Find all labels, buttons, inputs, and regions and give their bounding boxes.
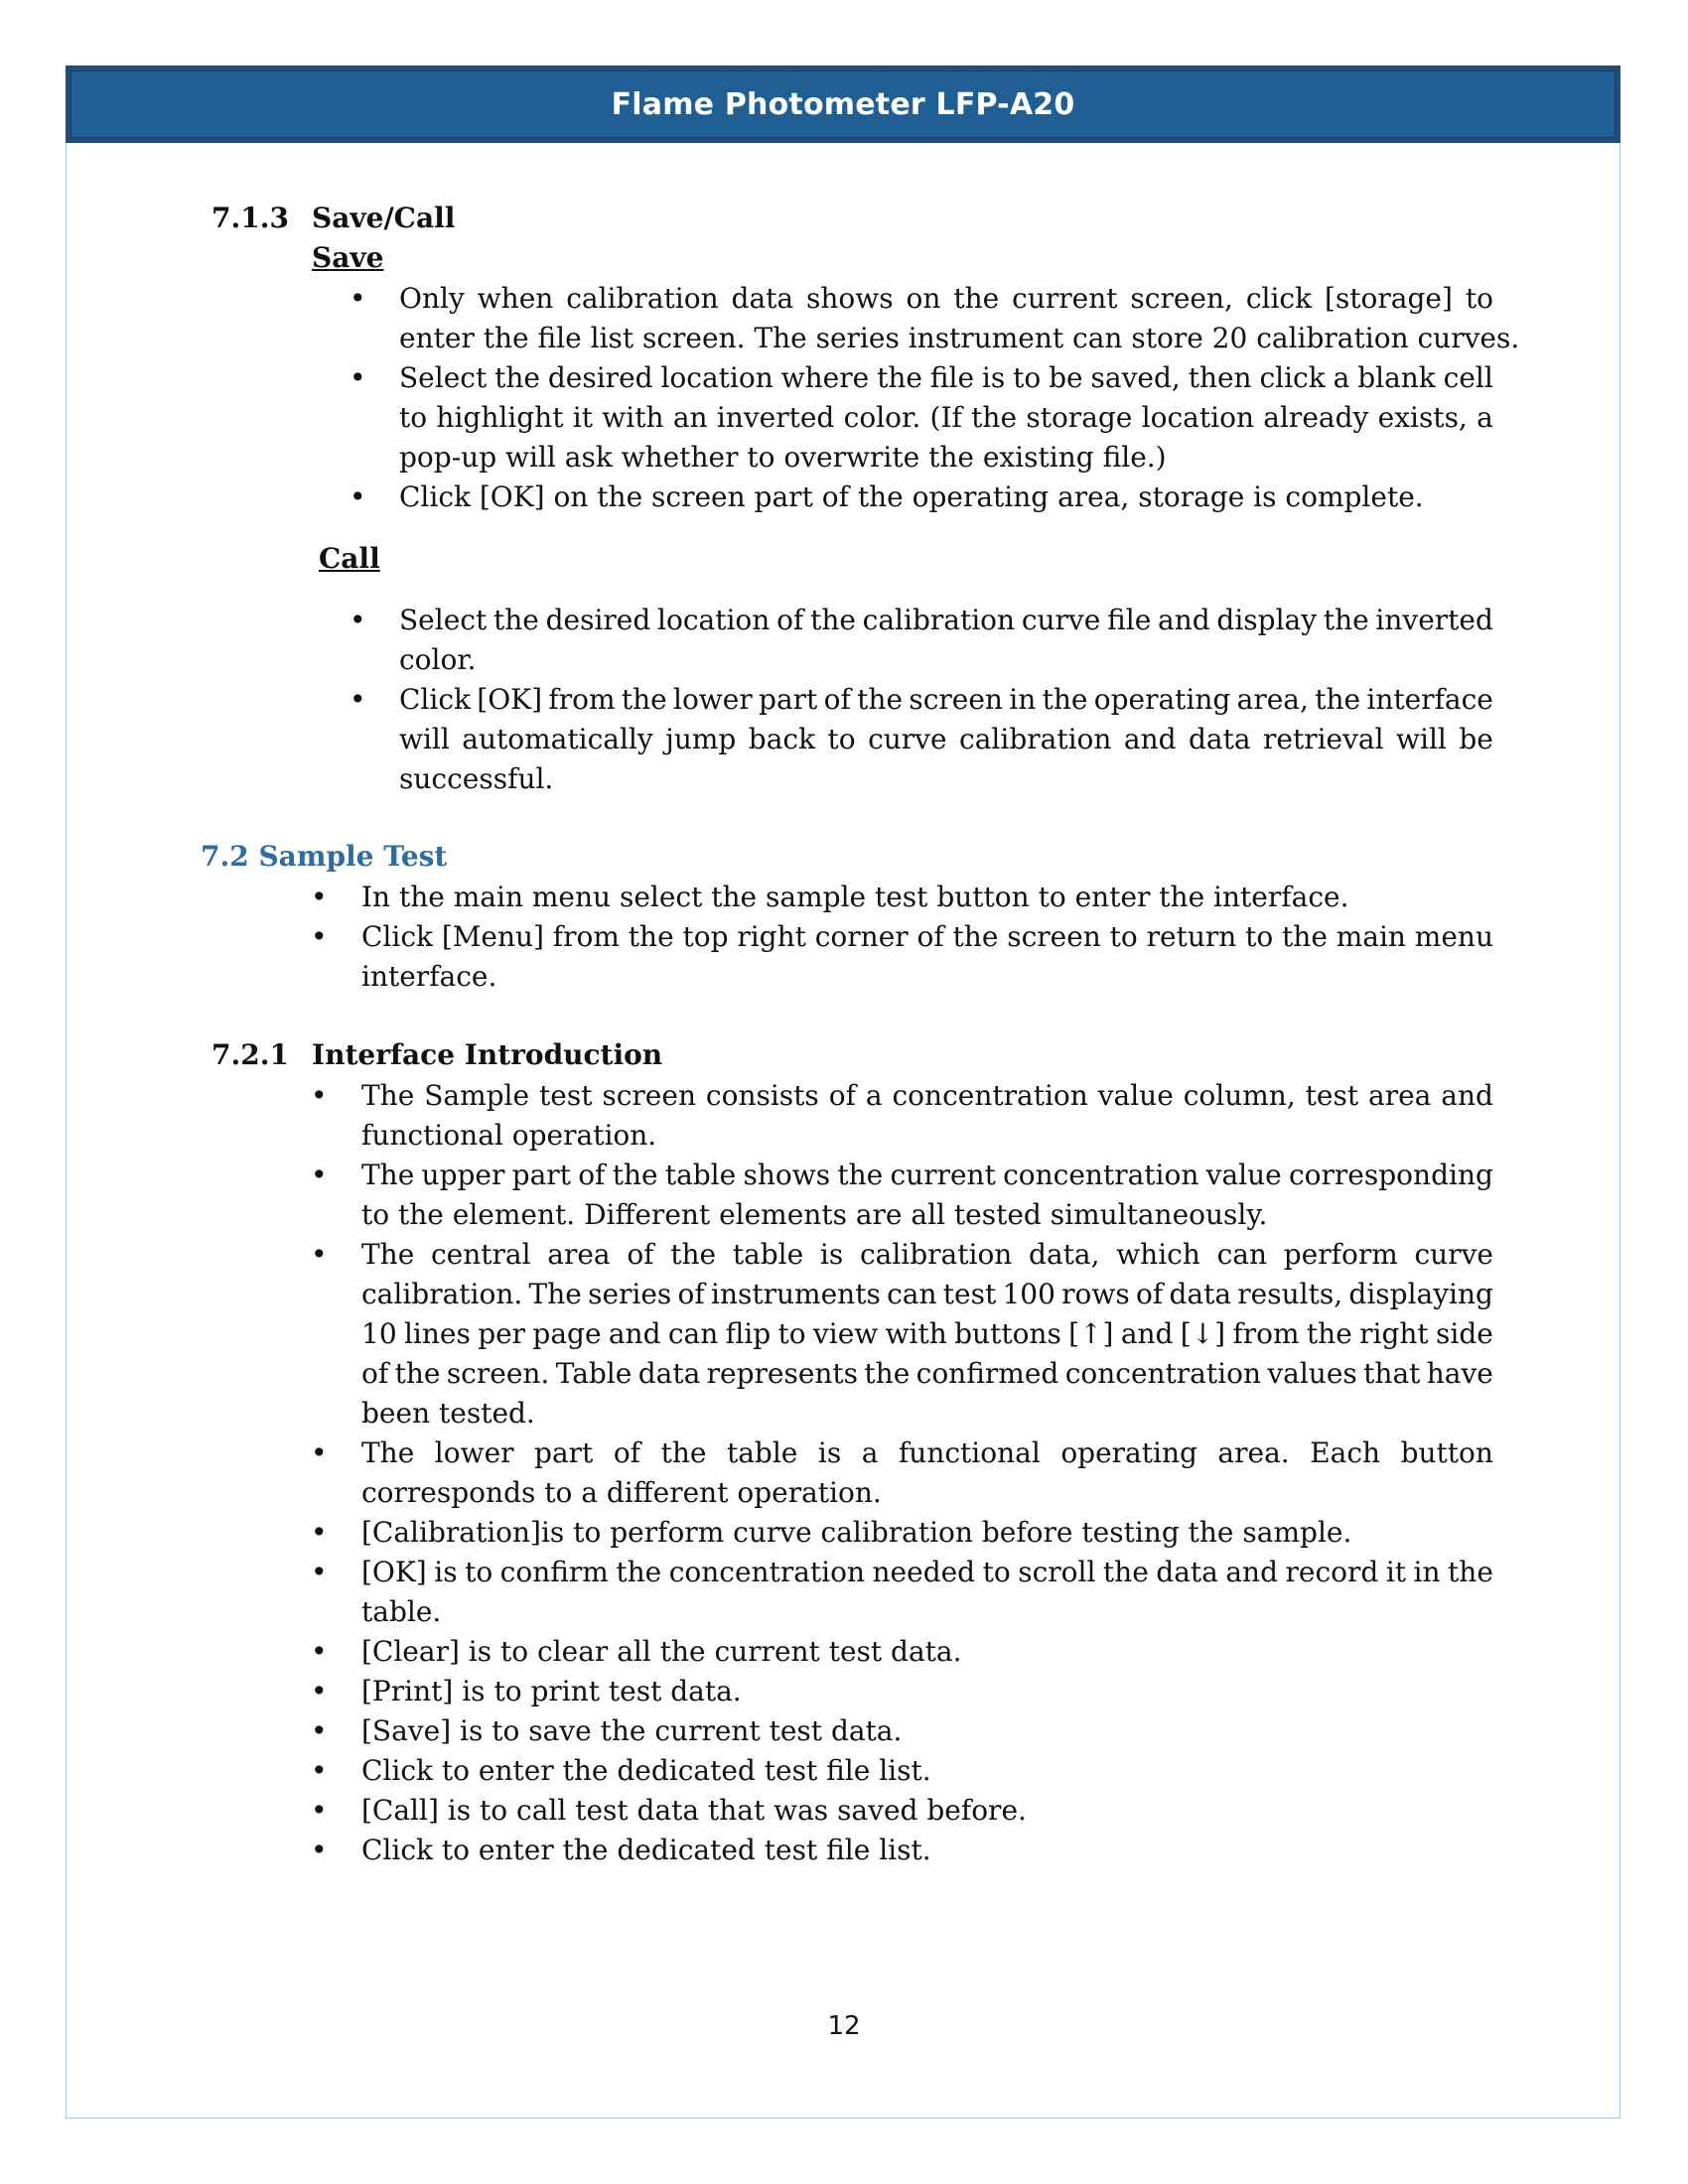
word: can (887, 1278, 937, 1310)
bullet-text-line (361, 1275, 1493, 1314)
word: when (477, 282, 554, 315)
word: the (628, 920, 674, 953)
word: The (361, 1079, 415, 1112)
bullet-text-line: In the main menu select the sample test button to enter the interface. (361, 881, 1349, 913)
bullet-text-line: color. (399, 643, 477, 676)
word: location (660, 361, 774, 394)
word: shows (806, 282, 894, 315)
word: to (777, 1317, 806, 1350)
word: the (1323, 604, 1369, 636)
word: per (478, 1317, 526, 1350)
bullet-text-line (399, 358, 1493, 398)
word: series (588, 1278, 672, 1310)
word: the (1306, 1317, 1352, 1350)
word: desired (547, 361, 653, 394)
word: click (1245, 282, 1313, 315)
word: [↓] (1180, 1317, 1226, 1350)
bullet-text-line (361, 917, 1493, 957)
word: The (361, 1238, 415, 1271)
bullet-icon: • (311, 1754, 328, 1787)
word: concentration (1064, 1357, 1261, 1390)
word: to (1109, 920, 1138, 953)
word: data (1188, 723, 1251, 755)
word: data (1169, 1278, 1232, 1310)
word: screen, (1130, 282, 1233, 315)
section-number: 7.1.3 (211, 202, 289, 234)
word: table (726, 1436, 798, 1469)
bullet-text-line (399, 398, 1493, 438)
word: color. (843, 401, 921, 434)
bullet-text-line (361, 1553, 1493, 1592)
page-header (66, 66, 1620, 143)
word: from (552, 920, 620, 953)
word: the (1448, 1556, 1493, 1588)
word: blank (1357, 361, 1436, 394)
word: is (434, 1556, 458, 1588)
word: a (1333, 361, 1350, 394)
word: can (1216, 1238, 1268, 1271)
bullet-icon: • (311, 1556, 328, 1588)
word: from (1232, 1317, 1300, 1350)
word: and (608, 1317, 661, 1350)
word: the (857, 683, 904, 716)
word: in (1413, 1556, 1441, 1588)
word: is (819, 1238, 844, 1271)
word: Click (361, 920, 433, 953)
word: the (953, 282, 1000, 315)
word: will (1396, 723, 1447, 755)
word: and (1441, 1079, 1493, 1112)
word: calibration (862, 604, 1016, 636)
word: the (492, 604, 539, 636)
bullet-text-line: pop-up will ask whether to overwrite the existing file.) (399, 441, 1167, 474)
word: area (1368, 1079, 1432, 1112)
bullet-text-line (361, 1076, 1493, 1116)
word: screen. (446, 1357, 550, 1390)
word: operating (1093, 683, 1231, 716)
word: calibration (959, 723, 1112, 755)
word: 10 (361, 1317, 397, 1350)
word: menu (1414, 920, 1493, 953)
word: right (737, 920, 806, 953)
word: a (1477, 401, 1493, 434)
bullet-icon: • (311, 1516, 328, 1549)
word: area (547, 1238, 611, 1271)
word: part (534, 1436, 594, 1469)
word: test (539, 1079, 593, 1112)
word: perform (1283, 1238, 1398, 1271)
word: needed (872, 1556, 976, 1588)
word: return (1146, 920, 1237, 953)
page-number: 12 (827, 2011, 861, 2041)
word: lines (403, 1317, 471, 1350)
word: The (361, 1436, 415, 1469)
word: lower (672, 683, 753, 716)
word: value (1097, 1079, 1174, 1112)
word: the (877, 361, 922, 394)
word: Each (1310, 1436, 1381, 1469)
word: file (929, 361, 975, 394)
word: displaying (1348, 1278, 1493, 1310)
word: screen (602, 1079, 696, 1112)
bullet-text-line: [Save] is to save the current test data. (361, 1714, 903, 1747)
word: part (759, 683, 818, 716)
word: confirm (499, 1556, 609, 1588)
word: shows (743, 1159, 831, 1191)
bullet-icon: • (311, 1238, 328, 1271)
word: main (1336, 920, 1406, 953)
subheading-call: Call (319, 542, 380, 575)
bullet-text-line (361, 1156, 1493, 1195)
bullet-text-line: successful. (399, 762, 554, 795)
word: functional (898, 1436, 1041, 1469)
word: and (1225, 1556, 1278, 1588)
bullet-text-line: to the element. Different elements are all tested simultaneously. (361, 1198, 1268, 1231)
word: [OK] (361, 1556, 427, 1588)
word: of (361, 1357, 389, 1390)
word: current (1012, 282, 1118, 315)
word: current (890, 1159, 996, 1191)
bullet-icon: • (311, 920, 328, 953)
word: of (828, 1079, 856, 1112)
bullet-text-line (399, 279, 1493, 319)
word: automatically (462, 723, 653, 755)
word: screen (1007, 920, 1101, 953)
word: data (731, 282, 794, 315)
word: the (670, 1238, 717, 1271)
word: concentration (892, 1079, 1088, 1112)
word: desired (545, 604, 651, 636)
bullet-text-line (399, 601, 1493, 640)
bullet-text-line (361, 1235, 1493, 1275)
word: Sample (424, 1079, 530, 1112)
word: cell (1443, 361, 1493, 394)
bullet-icon: • (311, 1635, 328, 1668)
bullet-icon: • (311, 1794, 328, 1827)
bullet-icon: • (311, 1436, 328, 1469)
word: column, (1183, 1079, 1296, 1112)
word: the (1042, 683, 1088, 716)
word: a (865, 1079, 883, 1112)
word: [OK] (477, 683, 543, 716)
word: values (1267, 1357, 1357, 1390)
word: area. (1217, 1436, 1290, 1469)
word: of (1136, 1278, 1164, 1310)
word: scroll (1018, 1556, 1096, 1588)
word: of (916, 920, 944, 953)
word: curve (1021, 604, 1101, 636)
word: [↑] (1068, 1317, 1114, 1350)
bullet-text-line (361, 1433, 1493, 1473)
word: test (942, 1278, 997, 1310)
bullet-text-line (399, 720, 1493, 759)
word: the (660, 1436, 707, 1469)
word: that (1363, 1357, 1421, 1390)
word: table (732, 1238, 804, 1271)
word: the (810, 604, 856, 636)
word: the (971, 401, 1018, 434)
word: and (1158, 604, 1210, 636)
word: with (602, 401, 664, 434)
word: table (664, 1159, 737, 1191)
bullet-text-line (361, 1354, 1493, 1394)
word: (If (929, 401, 962, 434)
word: where (780, 361, 870, 394)
word: Only (399, 282, 465, 315)
word: Select (399, 361, 488, 394)
word: on (906, 282, 941, 315)
bullet-text-line: Click to enter the dedicated test file list. (361, 1754, 931, 1787)
bullet-text-line: [Call] is to call test data that was saved before. (361, 1794, 1027, 1827)
word: is (817, 1436, 842, 1469)
word: buttons (954, 1317, 1061, 1350)
bullet-text-line (361, 1314, 1493, 1354)
word: it (572, 401, 593, 434)
word: [Menu] (441, 920, 544, 953)
word: results, (1237, 1278, 1343, 1310)
word: rows (1061, 1278, 1130, 1310)
word: Table (555, 1357, 633, 1390)
word: click (1259, 361, 1326, 394)
word: to (465, 1556, 493, 1588)
word: storage (1026, 401, 1133, 434)
word: calibration. (361, 1278, 523, 1310)
word: highlight (436, 401, 564, 434)
word: value (1205, 1159, 1282, 1191)
word: of (627, 1238, 654, 1271)
bullet-text-line: interface. (361, 960, 497, 993)
word: of (677, 1278, 705, 1310)
bullet-text-line (399, 680, 1493, 720)
word: and (1120, 1317, 1174, 1350)
word: The (361, 1159, 415, 1191)
word: confirmed (915, 1357, 1059, 1390)
word: is (981, 361, 1006, 394)
word: calibration (566, 282, 719, 315)
word: consists (705, 1079, 819, 1112)
bullet-icon: • (311, 1159, 328, 1191)
bullet-icon: • (311, 1834, 328, 1866)
word: have (1426, 1357, 1493, 1390)
word: file (1107, 604, 1152, 636)
word: corner (814, 920, 909, 953)
section-title: Interface Introduction (312, 1038, 663, 1071)
word: right (1359, 1317, 1429, 1350)
word: already (1263, 401, 1369, 434)
bullet-icon: • (350, 361, 366, 394)
word: test (1305, 1079, 1359, 1112)
word: of (613, 1436, 641, 1469)
word: with (885, 1317, 947, 1350)
bullet-icon: • (311, 1714, 328, 1747)
word: curve (1414, 1238, 1493, 1271)
section-title-sample-test: 7.2 Sample Test (201, 840, 448, 873)
word: Select (399, 604, 488, 636)
word: location (657, 604, 771, 636)
page-header-inner (70, 70, 1616, 138)
word: can (667, 1317, 719, 1350)
word: exists, (1377, 401, 1468, 434)
word: the (1102, 1556, 1149, 1588)
bullet-text-line: corresponds to a different operation. (361, 1476, 882, 1509)
word: to (399, 401, 428, 434)
word: side (1436, 1317, 1493, 1350)
word: which (1116, 1238, 1200, 1271)
bullet-icon: • (350, 480, 366, 513)
word: data (637, 1357, 701, 1390)
word: curve (868, 723, 947, 755)
word: lower (434, 1436, 514, 1469)
bullet-text-line: enter the file list screen. The series instrument can store 20 calibration curves. (399, 322, 1520, 354)
word: interface (1366, 683, 1493, 716)
word: page (532, 1317, 602, 1350)
word: the (864, 1357, 911, 1390)
bullet-icon: • (311, 881, 328, 913)
word: location (1141, 401, 1254, 434)
word: the (1282, 920, 1328, 953)
word: the (394, 1357, 441, 1390)
word: data (1156, 1556, 1218, 1588)
word: saved, (1090, 361, 1181, 394)
word: 100 (1002, 1278, 1055, 1310)
word: concentration (1003, 1159, 1199, 1191)
bullet-icon: • (350, 604, 366, 636)
bullet-text-line: Click to enter the dedicated test file list. (361, 1834, 931, 1866)
word: top (682, 920, 729, 953)
word: the (612, 1159, 658, 1191)
word: represents (706, 1357, 859, 1390)
word: Click (399, 683, 471, 716)
word: the (1315, 683, 1361, 716)
bullet-icon: • (350, 683, 366, 716)
word: instruments (711, 1278, 881, 1310)
bullet-icon: • (311, 1079, 328, 1112)
word: then (1188, 361, 1252, 394)
word: retrieval (1263, 723, 1384, 755)
section-number: 7.2.1 (211, 1038, 289, 1071)
word: of (578, 1159, 606, 1191)
bullet-text-line: table. (361, 1595, 442, 1628)
word: [storage] (1325, 282, 1453, 315)
word: be (1049, 361, 1083, 394)
word: flip (725, 1317, 772, 1350)
word: of (776, 604, 804, 636)
word: inverted (716, 401, 835, 434)
word: button (1400, 1436, 1493, 1469)
word: will (399, 723, 450, 755)
word: the (621, 683, 667, 716)
word: data, (1029, 1238, 1100, 1271)
word: record (1285, 1556, 1379, 1588)
word: to (982, 1556, 1011, 1588)
word: upper (421, 1159, 505, 1191)
bullet-text-line: functional operation. (361, 1119, 657, 1152)
word: the (494, 361, 540, 394)
word: area, (1236, 683, 1309, 716)
section-title: Save/Call (312, 202, 456, 234)
word: part (511, 1159, 571, 1191)
bullet-icon: • (350, 282, 366, 315)
word: the (837, 1159, 884, 1191)
word: of (823, 683, 851, 716)
word: and (1123, 723, 1177, 755)
word: the (952, 920, 999, 953)
header-title: Flame Photometer LFP-A20 (611, 86, 1075, 122)
word: to (1465, 282, 1493, 315)
bullet-text-line: been tested. (361, 1397, 535, 1430)
word: corresponding (1289, 1159, 1493, 1191)
bullet-icon: • (311, 1675, 328, 1707)
word: screen (909, 683, 1003, 716)
word: central (430, 1238, 531, 1271)
word: the (616, 1556, 662, 1588)
word: a (861, 1436, 879, 1469)
word: in (1009, 683, 1037, 716)
bullet-text-line: [Calibration]is to perform curve calibration before testing the sample. (361, 1516, 1352, 1549)
subheading-save: Save (312, 241, 384, 274)
word: it (1385, 1556, 1407, 1588)
word: calibration (859, 1238, 1013, 1271)
bullet-text-line: [Print] is to print test data. (361, 1675, 742, 1707)
word: jump (665, 723, 737, 755)
word: inverted (1375, 604, 1493, 636)
word: from (548, 683, 616, 716)
word: be (1459, 723, 1493, 755)
word: to (1245, 920, 1274, 953)
word: to (827, 723, 856, 755)
word: The (528, 1278, 582, 1310)
word: concentration (668, 1556, 866, 1588)
word: an (672, 401, 708, 434)
bullet-text-line: [Clear] is to clear all the current test data. (361, 1635, 962, 1668)
bullet-text-line: Click [OK] on the screen part of the operating area, storage is complete. (399, 480, 1424, 513)
word: to (1013, 361, 1042, 394)
word: back (748, 723, 816, 755)
word: display (1216, 604, 1318, 636)
word: operating (1060, 1436, 1197, 1469)
word: view (812, 1317, 879, 1350)
